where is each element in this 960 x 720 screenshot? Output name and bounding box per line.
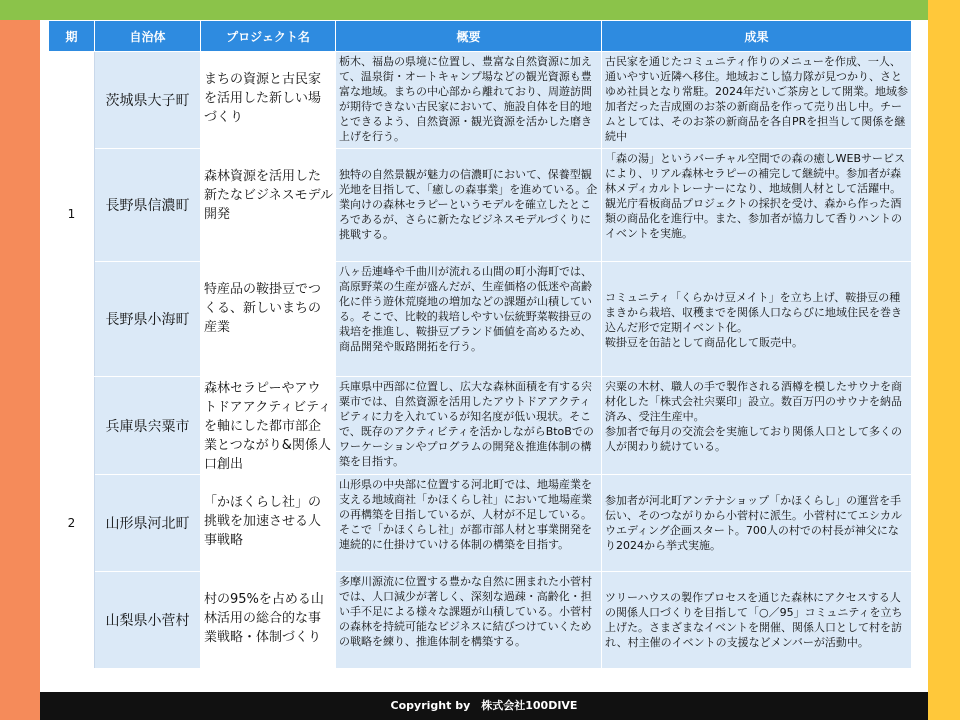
summary-cell: 独特の自然景観が魅力の信濃町において、保養型観光地を目指して、「癒しの森事業」を進めている。企業向けの森林セラピーというモデルを確立したところであるが、さらに新たなビジネスモデルづくりに挑戦する。 (336, 149, 602, 262)
project-cell: 森林資源を活用した新たなビジネスモデル開発 (201, 149, 336, 262)
header-project: プロジェクト名 (201, 21, 336, 52)
header-summary: 概要 (336, 21, 602, 52)
header-municipality: 自治体 (95, 21, 201, 52)
result-cell: 宍粟の木材、職人の手で製作される酒樽を模したサウナを商材化した「株式会社宍粟印」設立。数百万円のサウナを納品済み、受注生産中。 参加者で毎月の交流会を実施しており関係人口として多くの人が関わり続けている。 (602, 377, 912, 475)
copyright-footer: Copyright by 株式会社100DIVE (40, 692, 928, 720)
result-cell: 古民家を通じたコミュニティ作りのメニューを作成、一人、通いやすい近隣へ移住。地域おこし協力隊が見つかり、さとゆめ社員となり常駐。2024年だいご茶房として開業。地域参加者だった吉成園のお茶の新商品を作って売り出し中。チームとしては、そのお茶の新商品を各自PRを担当して関係を継続中 (602, 52, 912, 149)
header-result: 成果 (602, 21, 912, 52)
municipality-cell: 茨城県大子町 (95, 52, 201, 149)
result-cell: 参加者が河北町アンテナショップ「かほくらし」の運営を手伝い、そのつながりから小菅村に派生。小菅村にてエシカルウエディング企画スタート。700人の村での村長が神父になり2024から挙式実施。 (602, 475, 912, 572)
municipality-cell: 山梨県小菅村 (95, 572, 201, 669)
right-color-band (928, 0, 960, 720)
table-row (49, 52, 912, 149)
result-cell: ツリーハウスの製作プロセスを通じた森林にアクセスする人の関係人口づくりを目指して「○／95」コミュニティを立ち上げた。さまざまなイベントを開催、関係人口として村を訪れ、村主催のイベントの支援などメンバーが活動中。 (602, 572, 912, 669)
table-row (49, 377, 912, 475)
project-cell: 「かほくらし社」の挑戦を加速させる人事戦略 (201, 475, 336, 572)
municipality-cell: 長野県信濃町 (95, 149, 201, 262)
table-row (49, 149, 912, 262)
table-row (49, 475, 912, 572)
project-cell: 森林セラピーやアウトドアアクティビティを軸にした都市部企業とつながり&関係人口創出 (201, 377, 336, 475)
top-color-band (40, 0, 928, 20)
project-cell: 村の95%を占める山林活用の総合的な事業戦略・体制づくり (201, 572, 336, 669)
result-cell: コミュニティ「くらかけ豆メイト」を立ち上げ、鞍掛豆の種まきから栽培、収穫までを関係人口ならびに地域住民を巻き込んだ形で定期イベント化。 鞍掛豆を缶詰として商品化して販売中。 (602, 262, 912, 377)
summary-cell: 栃木、福島の県境に位置し、豊富な自然資源に加えて、温泉街・オートキャンプ場などの観光資源も豊富な地域。まちの中心部から離れており、周遊訪問が期待できない古民家において、施設自体を目的地とできるよう、自然資源・観光資源を活かした磨き上げを行う。 (336, 52, 602, 149)
header-period: 期 (49, 21, 95, 52)
result-cell: 「森の湯」というバーチャル空間での森の癒しWEBサービスにより、リアル森林セラピーの補完して継続中。参加者が森林メディカルトレーナーになり、地域側人材として活躍中。 観光庁看板商品プロジェクトの採択を受け、森から作った酒類の商品化を進行中。また、参加者が協力して香りハントのイベントを実施。 (602, 149, 912, 262)
period-cell: 2 (49, 377, 95, 669)
municipality-cell: 兵庫県宍粟市 (95, 377, 201, 475)
summary-cell: 多摩川源流に位置する豊かな自然に囲まれた小菅村では、人口減少が著しく、深刻な過疎・高齢化・担い手不足による様々な課題が山積している。小菅村の森林を持続可能なビジネスに結びつけていくための戦略を練り、推進体制を構築する。 (336, 572, 602, 669)
left-color-band (0, 0, 40, 720)
project-cell: 特産品の鞍掛豆でつくる、新しいまちの産業 (201, 262, 336, 377)
municipality-cell: 山形県河北町 (95, 475, 201, 572)
table-header-row (49, 21, 912, 52)
projects-table (48, 20, 912, 669)
table-row (49, 572, 912, 669)
municipality-cell: 長野県小海町 (95, 262, 201, 377)
project-cell: まちの資源と古民家を活用した新しい場づくり (201, 52, 336, 149)
period-cell: 1 (49, 52, 95, 377)
summary-cell: 山形県の中央部に位置する河北町では、地場産業を支える地域商社「かほくらし社」において地場産業の再構築を目指しているが、人材が不足している。そこで「かほくらし社」が都市部人材と事業開発を連続的に仕掛けていける体制の構築を目指す。 (336, 475, 602, 572)
summary-cell: 八ヶ岳連峰や千曲川が流れる山間の町小海町では、高原野菜の生産が盛んだが、生産価格の低迷や高齢化に伴う遊休荒廃地の増加などの課題が山積している。そこで、比較的栽培しやすい伝統野菜鞍掛豆の栽培を推進し、鞍掛豆ブランド価値を高めるため、商品開発や販路開拓を行う。 (336, 262, 602, 377)
summary-cell: 兵庫県中西部に位置し、広大な森林面積を有する宍粟市では、自然資源を活用したアウトドアアクティビティに力を入れているが知名度が低い現状。そこで、既存のアクティビティを活かしながらBtoBでのワーケーションやプログラムの開発＆推進体制の構築を目指す。 (336, 377, 602, 475)
table-row (49, 262, 912, 377)
